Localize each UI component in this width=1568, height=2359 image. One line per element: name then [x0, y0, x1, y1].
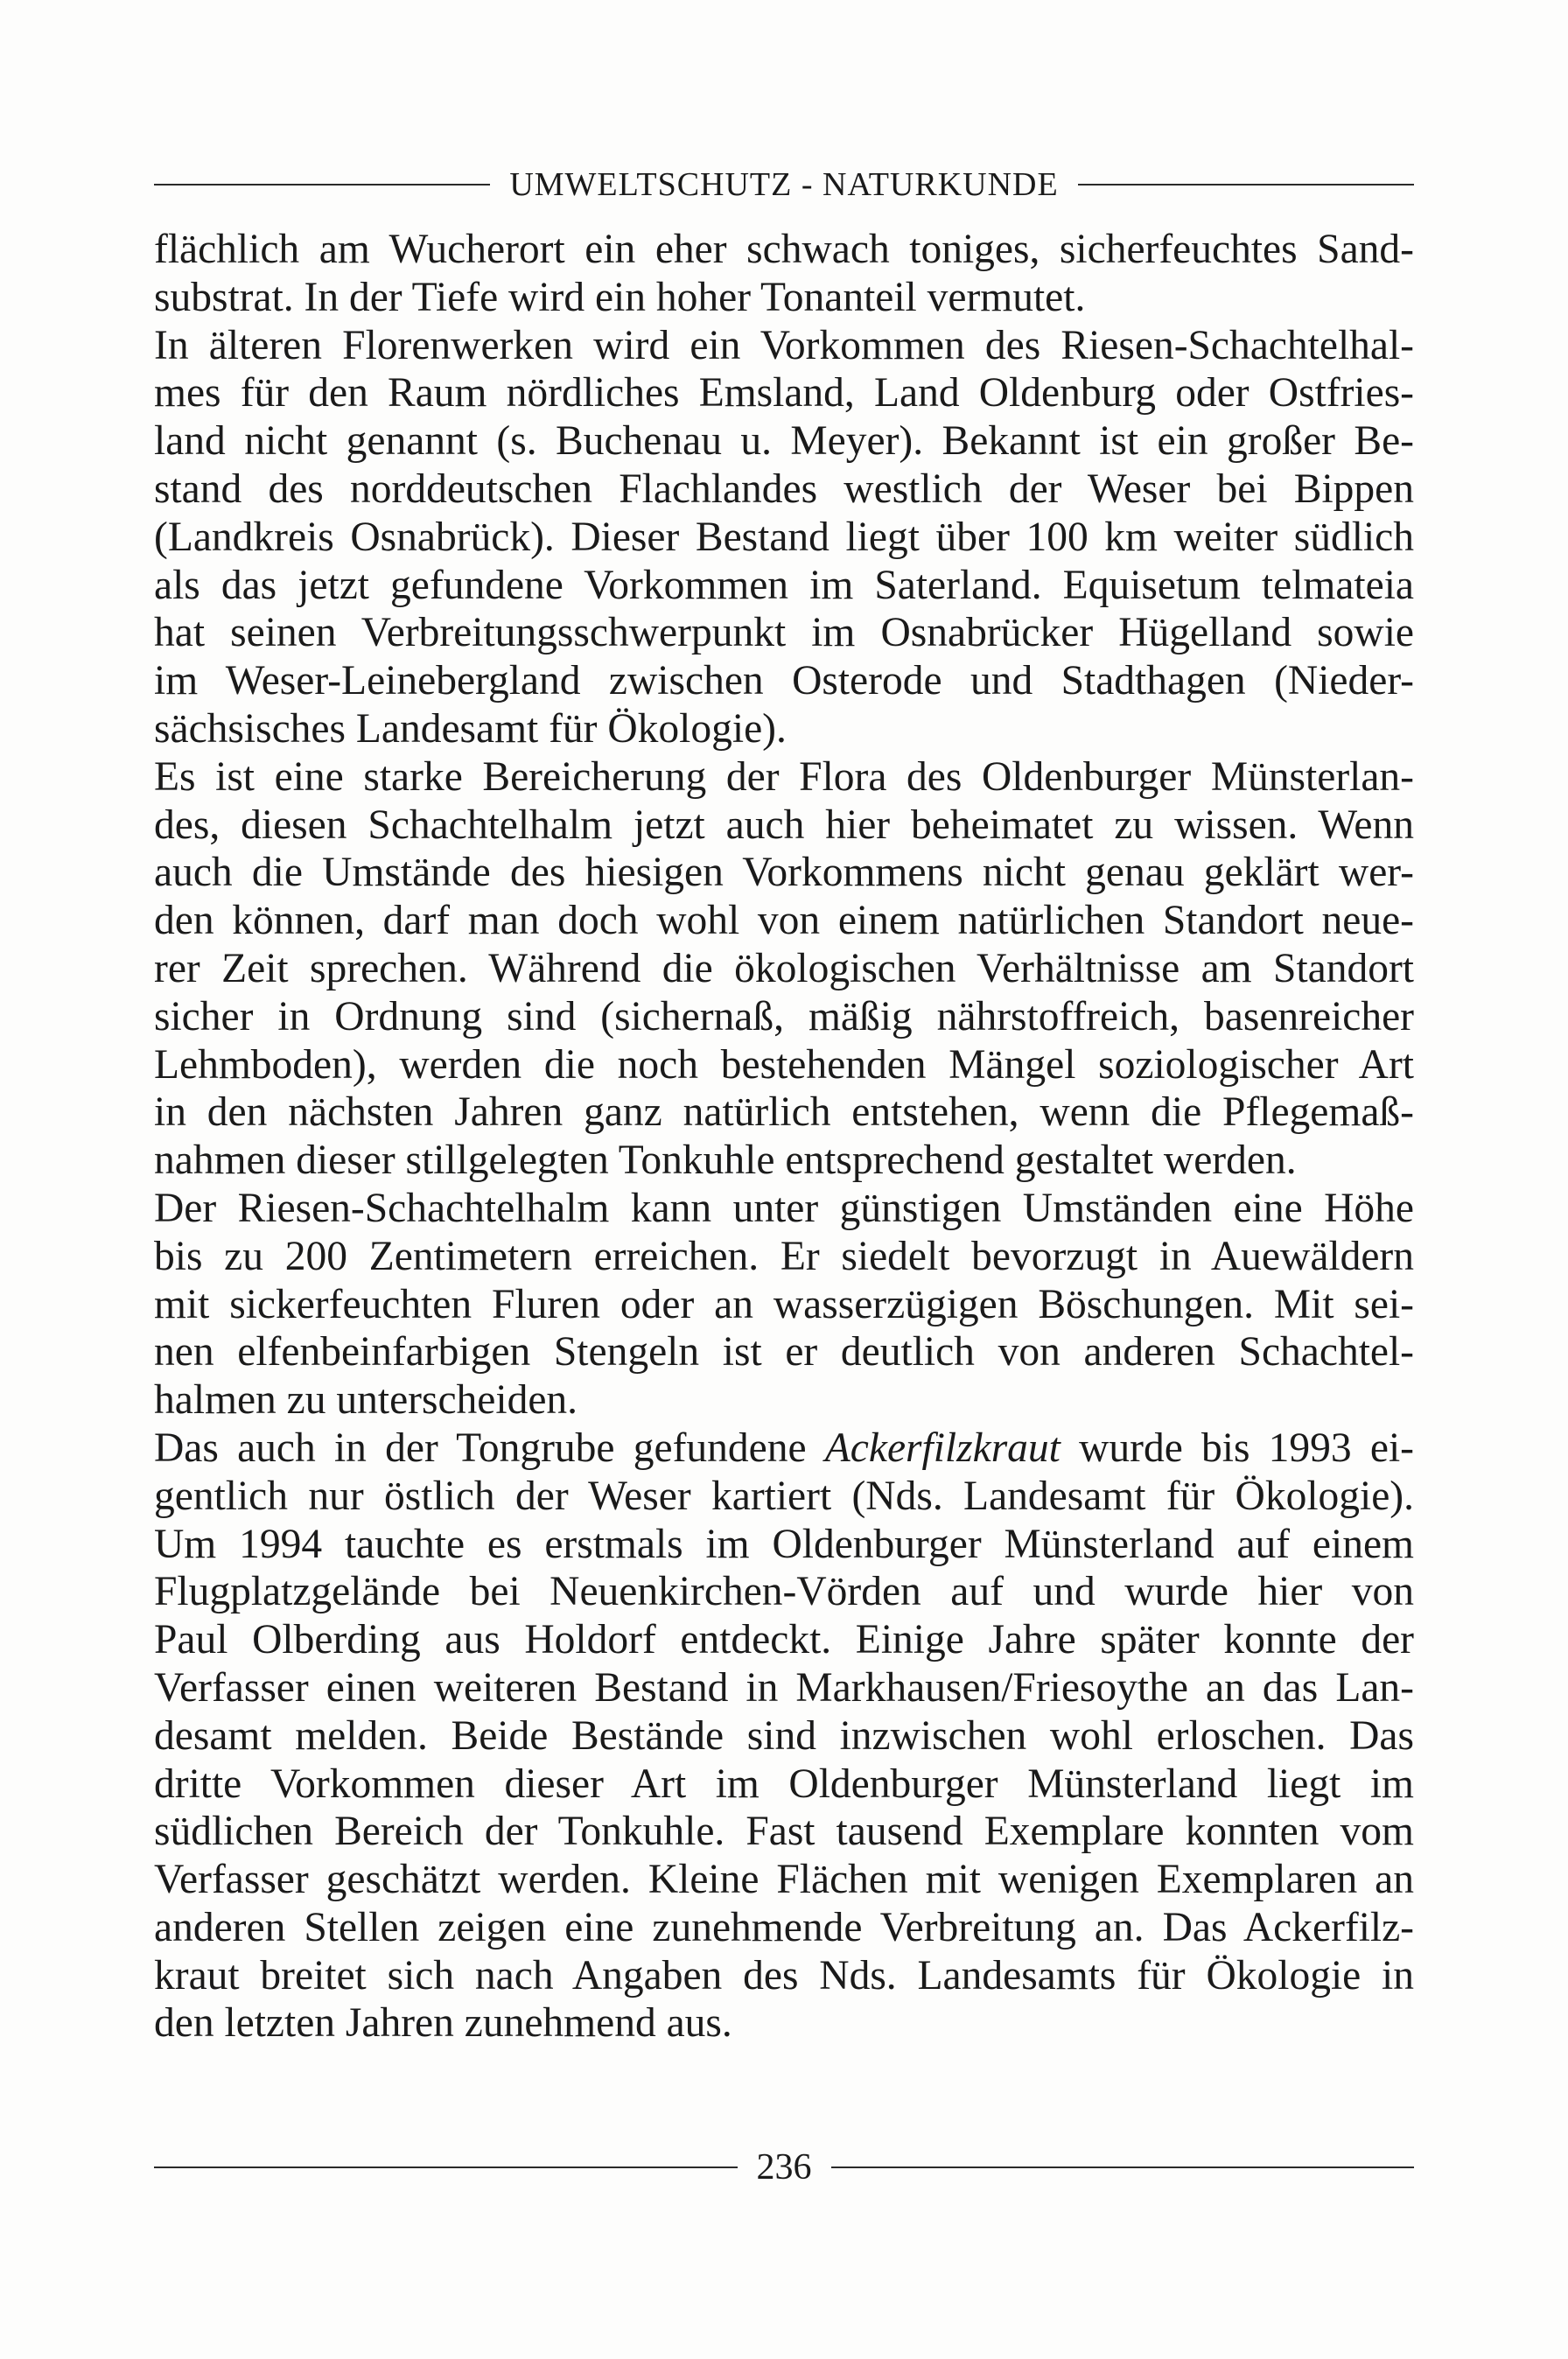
page-footer — [154, 2146, 1414, 2189]
text-line: den letzten Jahren zunehmend aus. — [154, 2000, 732, 2047]
text-line: den können, darf man doch wohl von einem natürlichen Standort neue- — [154, 898, 1414, 944]
text-line: anderen Stellen zeigen eine zunehmende Verbreitung an. Das Ackerfilz- — [154, 1904, 1414, 1950]
text-line — [154, 1424, 1414, 1473]
text-line: substrat. In der Tiefe wird ein hoher Tonanteil vermutet. — [154, 274, 1086, 320]
text-line: südlichen Bereich der Tonkuhle. Fast tausend Exemplare konnten vom — [154, 1809, 1414, 1855]
footer-rule-left — [154, 2166, 738, 2168]
text-line: In älteren Florenwerken wird ein Vorkommen des Riesen-Schachtelhal- — [154, 322, 1414, 368]
text-line: Verfasser geschätzt werden. Kleine Flächen mit wenigen Exemplaren an — [154, 1857, 1414, 1903]
text-segment: Das auch in der Tongrube gefundene — [154, 1424, 825, 1471]
text-line: gentlich nur östlich der Weser kartiert (Nds. Landesamt für Ökologie). — [154, 1473, 1414, 1519]
text-line: stand des norddeutschen Flachlandes westlich der Weser bei Bippen — [154, 466, 1414, 512]
text-line: dritte Vorkommen dieser Art im Oldenburger Münsterland liegt im — [154, 1760, 1414, 1807]
text-line: Paul Olberding aus Holdorf entdeckt. Einige Jahre später konnte der — [154, 1617, 1414, 1663]
text-line: in den nächsten Jahren ganz natürlich entstehen, wenn die Pflegemaß- — [154, 1089, 1414, 1136]
text-line: hat seinen Verbreitungsschwerpunkt im Osnabrücker Hügelland sowie — [154, 610, 1414, 656]
text-line: des, diesen Schachtelhalm jetzt auch hier beheimatet zu wissen. Wenn — [154, 802, 1414, 848]
text-line: nen elfenbeinfarbigen Stengeln ist er deutlich von anderen Schachtel- — [154, 1329, 1414, 1376]
text-line: rer Zeit sprechen. Während die ökologischen Verhältnisse am Standort — [154, 945, 1414, 991]
text-line: (Landkreis Osnabrück). Dieser Bestand liegt über 100 km weiter südlich — [154, 514, 1414, 560]
text-line: Lehmboden), werden die noch bestehenden Mängel soziologischer Art — [154, 1041, 1414, 1088]
text-line: Der Riesen-Schachtelhalm kann unter günstigen Umständen eine Höhe — [154, 1185, 1414, 1231]
footer-rule-right — [831, 2166, 1415, 2168]
text-line: auch die Umstände des hiesigen Vorkommens nicht genau geklärt wer- — [154, 850, 1414, 896]
text-line: mit sickerfeuchten Fluren oder an wasserzügigen Böschungen. Mit sei- — [154, 1281, 1414, 1327]
page-number: 236 — [756, 2147, 812, 2188]
text-line: bis zu 200 Zentimetern erreichen. Er siedelt bevorzugt in Auewäldern — [154, 1233, 1414, 1279]
text-line: nahmen dieser stillgelegten Tonkuhle entsprechend gestaltet werden. — [154, 1138, 1297, 1184]
running-header — [154, 164, 1414, 205]
text-line: Um 1994 tauchte es erstmals im Oldenburger Münsterland auf einem — [154, 1521, 1414, 1567]
header-rule-left — [154, 184, 490, 186]
italic-term: Ackerfilzkraut — [824, 1424, 1060, 1471]
text-line: land nicht genannt (s. Buchenau u. Meyer). Bekannt ist ein großer Be- — [154, 418, 1414, 465]
text-line: mes für den Raum nördliches Emsland, Land Oldenburg oder Ostfries- — [154, 370, 1414, 416]
text-line: flächlich am Wucherort ein eher schwach toniges, sicherfeuchtes Sand- — [154, 227, 1414, 272]
text-line: kraut breitet sich nach Angaben des Nds. Landesamts für Ökologie in — [154, 1952, 1414, 1998]
text-line: Flugplatzgelände bei Neuenkirchen-Vörden auf und wurde hier von — [154, 1569, 1414, 1615]
text-line: Es ist eine starke Bereicherung der Flora des Oldenburger Münsterlan- — [154, 753, 1414, 800]
header-rule-right — [1078, 184, 1414, 186]
text-line: halmen zu unterscheiden. — [154, 1377, 578, 1424]
text-line: sicher in Ordnung sind (sichernaß, mäßig nährstoffreich, basenreicher — [154, 993, 1414, 1040]
text-line: als das jetzt gefundene Vorkommen im Saterland. Equisetum telmateia — [154, 562, 1414, 608]
header-title: UMWELTSCHUTZ - NATURKUNDE — [509, 166, 1059, 203]
text-line: Verfasser einen weiteren Bestand in Markhausen/Friesoythe an das Lan- — [154, 1664, 1414, 1711]
body-text — [154, 226, 1414, 2048]
text-line: desamt melden. Beide Bestände sind inzwischen wohl erloschen. Das — [154, 1712, 1414, 1759]
text-line: sächsisches Landesamt für Ökologie). — [154, 705, 787, 752]
text-line: im Weser-Leinebergland zwischen Osterode und Stadthagen (Nieder- — [154, 658, 1414, 704]
text-segment: wurde bis 1993 ei- — [1060, 1424, 1414, 1471]
